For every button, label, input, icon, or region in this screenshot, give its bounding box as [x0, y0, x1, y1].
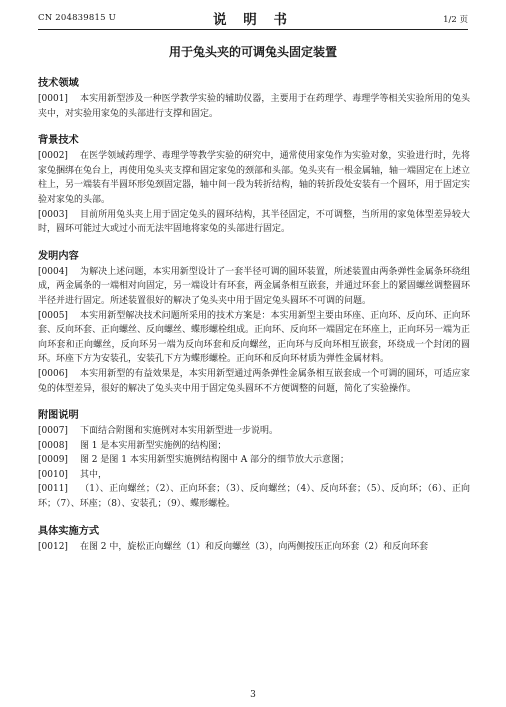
paragraph-text: 图 2 是图 1 本实用新型实施例结构图中 A 部分的细节放大示意图；	[79, 455, 350, 466]
patent-number: CN 204839815 U	[38, 13, 116, 23]
paragraph	[38, 424, 470, 439]
paragraph	[38, 208, 470, 237]
paragraph-number: [0005]	[38, 310, 68, 321]
paragraph	[38, 540, 470, 555]
page-number: 3	[250, 690, 256, 700]
document-body	[38, 76, 470, 554]
paragraph-number: [0012]	[38, 541, 68, 552]
paragraph-number: [0003]	[38, 209, 68, 220]
paragraph-text: 在图 2 中，旋松正向螺丝（1）和反向螺丝（3），向两侧按压正向环套（2）和反向环套	[79, 541, 429, 552]
section-heading: 具体实施方式	[38, 524, 100, 537]
paragraph	[38, 367, 470, 396]
paragraph	[38, 309, 470, 367]
paragraph-number: [0011]	[38, 484, 68, 495]
paragraph-text: 图 1 是本实用新型实施例的结构图；	[79, 440, 227, 451]
paragraph-number: [0010]	[38, 469, 68, 480]
paragraph	[38, 439, 470, 454]
section-invention-content	[38, 249, 470, 396]
paragraph	[38, 92, 470, 121]
document-type-title: 说 明 书	[213, 12, 293, 28]
section-heading: 技术领域	[38, 77, 79, 89]
paragraph	[38, 265, 470, 309]
section-heading: 背景技术	[38, 134, 79, 147]
section-heading: 附图说明	[38, 409, 79, 422]
header-divider	[38, 29, 468, 30]
section-technical-field	[38, 76, 470, 121]
paragraph-number: [0009]	[38, 455, 68, 466]
paragraph-number: [0001]	[38, 94, 68, 104]
paragraph	[38, 149, 470, 207]
page-indicator: 1/2 页	[443, 15, 468, 25]
paragraph	[38, 453, 470, 468]
paragraph-text: 为解决上述问题，本实用新型设计了一套半径可调的圆环装置，所述装置由两条弹性金属条环绕组成，两金属条的一端相对向固定，另一端设计有环套，两金属条相互嵌套，并通过环套上的紧固螺丝调整圆环半径并进行固定。所述装置很好的解决了兔头夹中用于固定兔头圆环不可调的问题。	[38, 266, 471, 306]
section-heading: 发明内容	[38, 249, 79, 262]
section-background	[38, 133, 470, 237]
paragraph-text: 本实用新型解决技术问题所采用的技术方案是：本实用新型主要由环座、正向环、反向环、正向环套、反向环套、正向螺丝、反向螺丝、蝶形螺栓组成。正向环、反向环一端固定在环座上，正向环另一端为正向环套和正向螺丝，反向环另一端为反向环套和反向螺丝，正向环与反向环相互嵌套，环绕成一个封闭的圆环。环座下方为安装孔，安装孔下方为蝶形螺栓。正向环和反向环材质为弹性金属材料。	[38, 310, 471, 365]
paragraph-number: [0002]	[38, 151, 68, 162]
document-title: 用于兔头夹的可调兔头固定装置	[168, 45, 337, 59]
paragraph-text: 目前所用兔头夹上用于固定兔头的圆环结构，其半径固定，不可调整，当所用的家兔体型差异较大时，圆环可能过大或过小而无法牢固地将家兔的头部进行固定。	[38, 209, 470, 235]
paragraph	[38, 482, 470, 511]
paragraph-text: 在医学领域药理学、毒理学等教学实验的研究中，通常使用家兔作为实验对象，实验进行时，先将家兔捆绑在兔台上，再使用兔头夹支撑和固定家兔的颈部和头部。兔头夹有一根金属轴，轴一端固定在上述立柱上，另一端装有半圆环形兔颈固定器，轴中间一段为转折结构，轴的转折段处安装有一个圆环，用于固定实验对家兔的头部。	[38, 151, 471, 205]
paragraph-text: （1）、正向螺丝；（2）、正向环套；（3）、反向螺丝；（4）、反向环套；（5）、反向环；（6）、正向环；（7）、环座；（8）、安装孔；（9）、蝶形螺栓。	[38, 484, 470, 510]
paragraph-text: 下面结合附图和实施例对本实用新型进一步说明。	[79, 426, 278, 437]
section-drawings-description	[38, 408, 470, 512]
page-header	[38, 6, 468, 28]
paragraph-number: [0008]	[38, 440, 68, 451]
paragraph-number: [0004]	[38, 266, 68, 277]
section-embodiment	[38, 524, 470, 555]
paragraph-text: 其中，	[79, 469, 107, 480]
paragraph-number: [0006]	[38, 368, 68, 379]
paragraph-number: [0007]	[38, 426, 68, 437]
paragraph-text: 本实用新型涉及一种医学教学实验的辅助仪器，主要用于在药理学、毒理学等相关实验所用的兔头夹中，对实验用家兔的头部进行支撑和固定。	[38, 94, 470, 119]
paragraph-text: 本实用新型的有益效果是，本实用新型通过两条弹性金属条相互嵌套成一个可调的圆环，可适应家兔的体型差异，很好的解决了兔头夹中用于固定兔头圆环不方便调整的问题，简化了实验操作。	[38, 368, 470, 394]
paragraph	[38, 468, 470, 483]
